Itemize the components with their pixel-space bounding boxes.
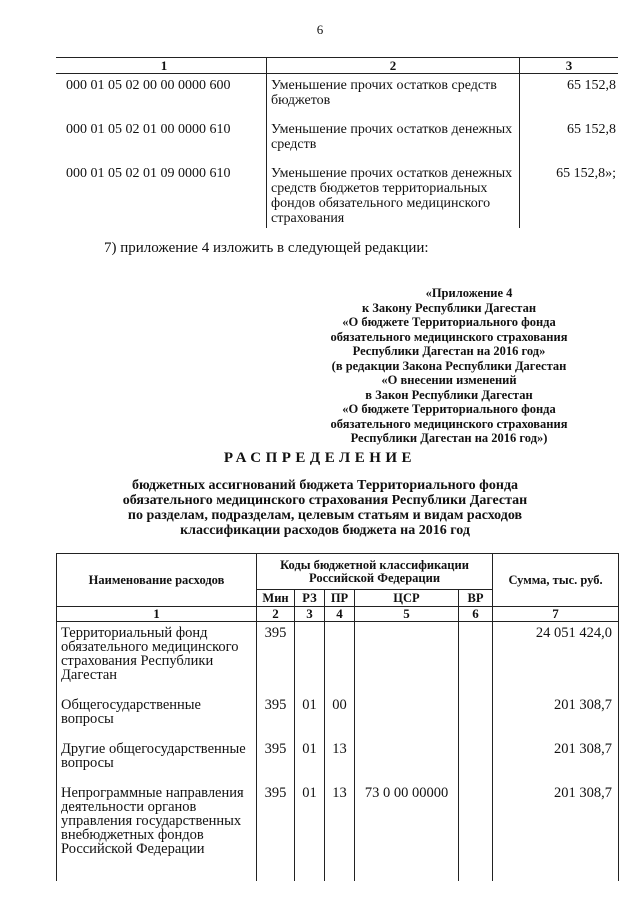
column-header: 1 — [56, 58, 267, 74]
column-header: 3 — [520, 58, 619, 74]
code-csr: 73 0 00 00000 — [355, 782, 459, 881]
appendix-line: обязательного медицинского страхования — [330, 416, 568, 431]
code-pr: 13 — [325, 782, 355, 881]
column-number: 1 — [57, 607, 257, 622]
sum-value: 24 051 424,0 — [493, 622, 619, 695]
code-pr — [325, 622, 355, 695]
expense-name: Другие общегосударственные вопросы — [57, 738, 257, 782]
amendment-paragraph: 7) приложение 4 изложить в следующей редакции: — [104, 240, 429, 256]
column-number: 6 — [459, 607, 493, 622]
code-rz: 01 — [295, 694, 325, 738]
continuation-table — [56, 57, 618, 228]
table-row — [56, 118, 618, 162]
expense-name: Территориальный фонд обязательного медицинского страхования Республики Дагестан — [57, 622, 257, 695]
column-number: 7 — [493, 607, 619, 622]
table-header-row — [57, 554, 619, 590]
code-min: 395 — [257, 738, 295, 782]
sum-value: 201 308,7 — [493, 738, 619, 782]
column-number: 2 — [257, 607, 295, 622]
header-min: Мин — [257, 590, 295, 607]
code-csr — [355, 622, 459, 695]
appendix-line: к Закону Республики Дагестан — [361, 300, 537, 315]
code-rz — [295, 622, 325, 695]
sum-value: 201 308,7 — [493, 694, 619, 738]
amount: 65 152,8 — [520, 74, 619, 119]
subtitle-line: по разделам, подразделам, целевым статьям и видам расходов — [127, 508, 523, 523]
table-row — [56, 162, 618, 228]
column-number: 3 — [295, 607, 325, 622]
column-number: 5 — [355, 607, 459, 622]
table-row — [57, 738, 619, 782]
code-csr — [355, 694, 459, 738]
appendix-line: «О бюджете Территориального фонда — [342, 315, 556, 329]
subtitle-line: классификации расходов бюджета на 2016 год — [180, 523, 470, 538]
appendix-line: Республики Дагестан на 2016 год») — [350, 431, 548, 445]
header-sum: Сумма, тыс. руб. — [493, 554, 619, 607]
code-min: 395 — [257, 782, 295, 881]
code-pr: 13 — [325, 738, 355, 782]
code-vr — [459, 738, 493, 782]
appendix-line: (в редакции Закона Республики Дагестан — [331, 358, 567, 373]
appendix-line: Республики Дагестан на 2016 год» — [352, 344, 546, 358]
expense-name: Непрограммные направления деятельности органов управления государственных внебюджетных фондов Российской Федерации — [57, 782, 257, 881]
document-title: РАСПРЕДЕЛЕНИЕ — [223, 450, 417, 466]
code-rz: 01 — [295, 782, 325, 881]
code-vr — [459, 694, 493, 738]
code-min: 395 — [257, 694, 295, 738]
budget-allocation-table — [56, 553, 619, 881]
table-row — [57, 622, 619, 695]
sum-value: 201 308,7 — [493, 782, 619, 881]
code-vr — [459, 622, 493, 695]
amount: 65 152,8 — [520, 118, 619, 162]
expense-name: Общегосударственные вопросы — [57, 694, 257, 738]
code-min: 395 — [257, 622, 295, 695]
code-csr — [355, 738, 459, 782]
table-header-row — [56, 58, 618, 74]
subtitle-line: обязательного медицинского страхования Республики Дагестан — [122, 493, 528, 508]
header-expense-name: Наименование расходов — [57, 554, 257, 607]
table-row — [57, 782, 619, 881]
source-code: 000 01 05 02 01 09 0000 610 — [66, 166, 231, 181]
source-name: Уменьшение прочих остатков денежных средств бюджетов территориальных фондов обязательного медицинского страхования — [267, 162, 520, 228]
table-row — [57, 694, 619, 738]
code-rz: 01 — [295, 738, 325, 782]
column-header: 2 — [267, 58, 520, 74]
appendix-line: обязательного медицинского страхования — [330, 329, 568, 344]
header-csr: ЦСР — [355, 590, 459, 607]
table-row — [56, 74, 618, 119]
amount: 65 152,8»; — [520, 162, 619, 228]
code-vr — [459, 782, 493, 881]
column-number: 4 — [325, 607, 355, 622]
appendix-line: «О внесении изменений — [381, 373, 517, 387]
header-vr: ВР — [459, 590, 493, 607]
code-pr: 00 — [325, 694, 355, 738]
appendix-line: в Закон Республики Дагестан — [365, 387, 533, 402]
header-rz: РЗ — [295, 590, 325, 607]
source-code: 000 01 05 02 01 00 0000 610 — [66, 122, 231, 137]
page-number: 6 — [316, 22, 324, 37]
appendix-reference — [318, 286, 580, 446]
appendix-line: «О бюджете Территориального фонда — [342, 402, 556, 416]
source-code: 000 01 05 02 00 00 0000 600 — [66, 78, 231, 93]
source-name: Уменьшение прочих остатков денежных средств — [267, 118, 520, 162]
header-classification-codes: Коды бюджетной классификации Российской Федерации — [257, 554, 493, 590]
appendix-line: «Приложение 4 — [425, 286, 513, 300]
document-subtitle — [80, 478, 570, 538]
subtitle-line: бюджетных ассигнований бюджета Территориального фонда — [131, 478, 519, 493]
header-pr: ПР — [325, 590, 355, 607]
source-name: Уменьшение прочих остатков средств бюджетов — [267, 74, 520, 119]
column-number-row — [57, 607, 619, 622]
